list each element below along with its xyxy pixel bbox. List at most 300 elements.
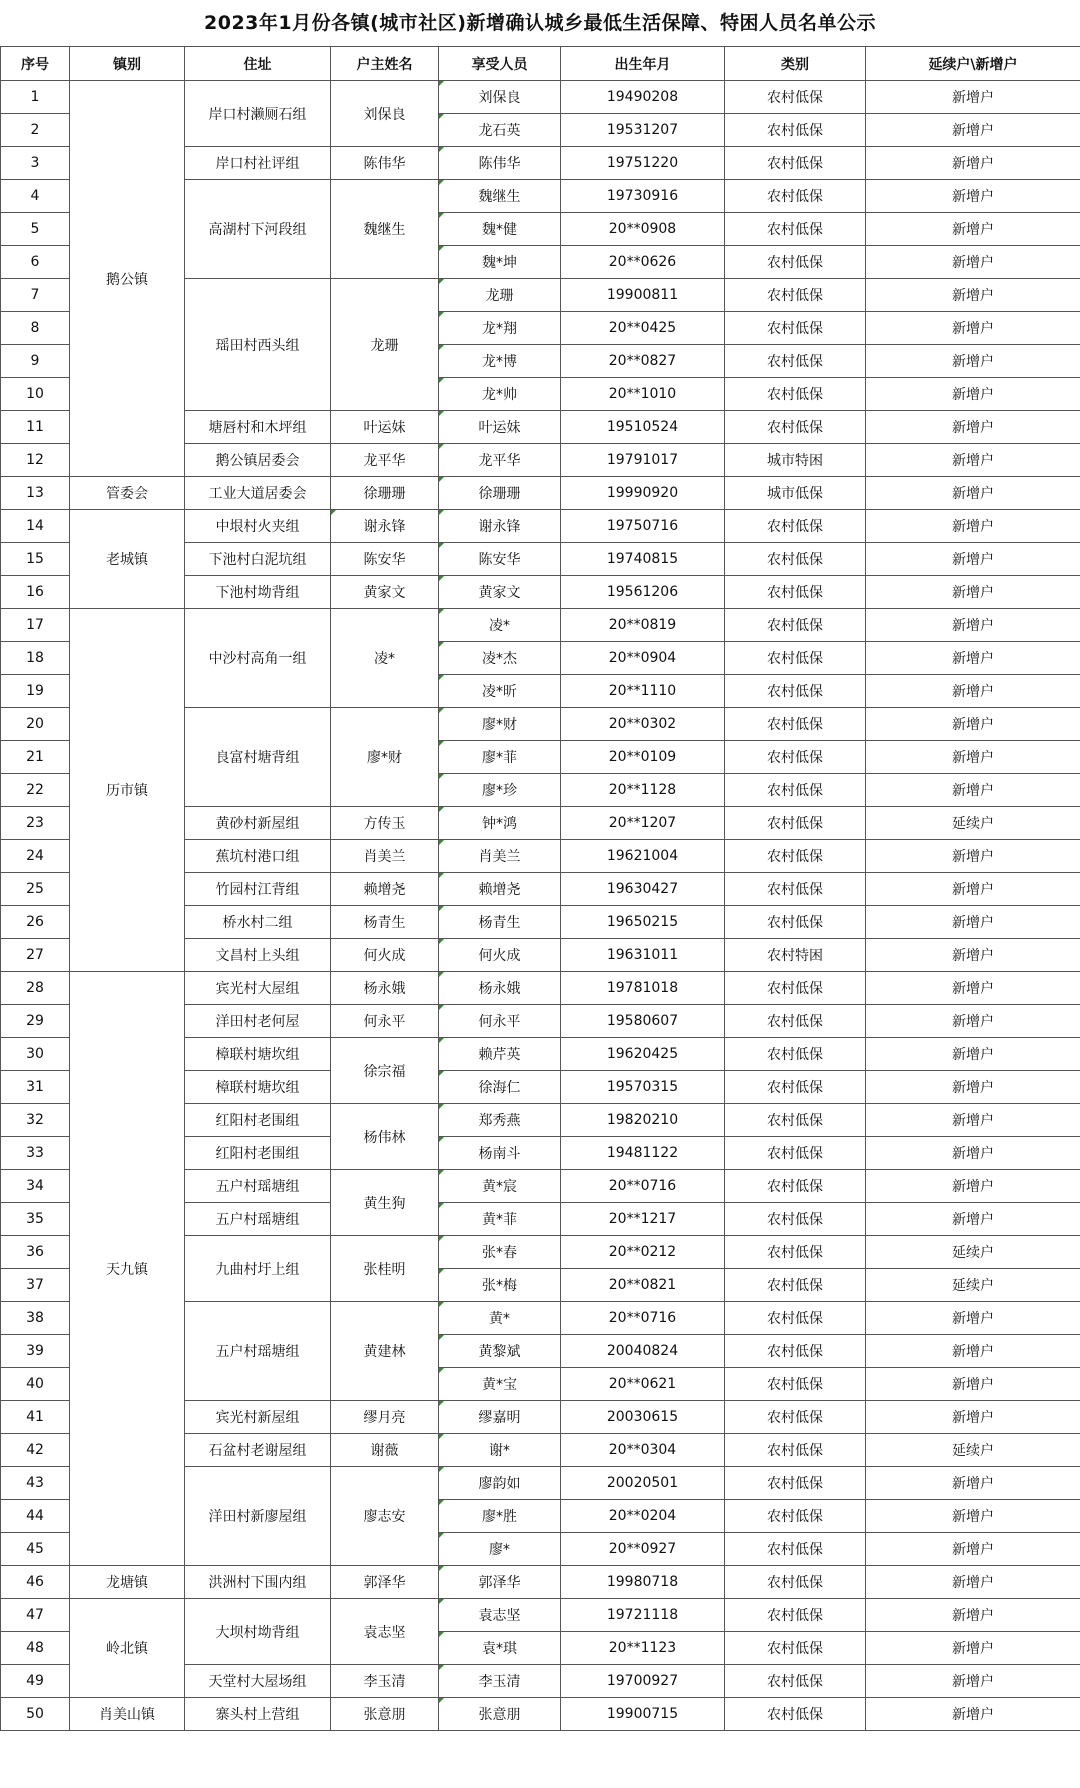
household-type-cell: 新增户 (866, 1599, 1080, 1632)
household-type-cell: 新增户 (866, 1071, 1080, 1104)
address-cell: 瑶田村西头组 (185, 279, 331, 411)
birth-date-cell: 19630427 (561, 873, 725, 906)
beneficiary-cell: 缪嘉明 (439, 1401, 561, 1434)
col-header-householder: 户主姓名 (331, 47, 439, 81)
category-cell: 农村低保 (725, 708, 866, 741)
row-number-cell: 50 (1, 1698, 70, 1731)
birth-date-cell: 20**0304 (561, 1434, 725, 1467)
household-type-cell: 新增户 (866, 1533, 1080, 1566)
address-cell: 鹅公镇居委会 (185, 444, 331, 477)
row-number-cell: 6 (1, 246, 70, 279)
col-header-town: 镇别 (70, 47, 185, 81)
row-number-cell: 23 (1, 807, 70, 840)
town-cell: 历市镇 (70, 609, 185, 972)
row-number-cell: 38 (1, 1302, 70, 1335)
householder-cell: 黄生狗 (331, 1170, 439, 1236)
household-type-cell: 新增户 (866, 1698, 1080, 1731)
beneficiary-cell: 廖*珍 (439, 774, 561, 807)
beneficiary-cell: 徐珊珊 (439, 477, 561, 510)
row-number-cell: 31 (1, 1071, 70, 1104)
beneficiary-cell: 谢* (439, 1434, 561, 1467)
household-type-cell: 新增户 (866, 378, 1080, 411)
col-header-household-type: 延续户\新增户 (866, 47, 1080, 81)
address-cell: 桥水村二组 (185, 906, 331, 939)
household-type-cell: 新增户 (866, 213, 1080, 246)
beneficiary-cell: 陈安华 (439, 543, 561, 576)
row-number-cell: 25 (1, 873, 70, 906)
row-number-cell: 37 (1, 1269, 70, 1302)
householder-cell: 方传玉 (331, 807, 439, 840)
address-cell: 洋田村老何屋 (185, 1005, 331, 1038)
row-number-cell: 19 (1, 675, 70, 708)
household-type-cell: 新增户 (866, 1368, 1080, 1401)
household-type-cell: 新增户 (866, 1566, 1080, 1599)
address-cell: 宾光村新屋组 (185, 1401, 331, 1434)
beneficiary-cell: 李玉清 (439, 1665, 561, 1698)
household-type-cell: 延续户 (866, 1236, 1080, 1269)
householder-cell: 张意朋 (331, 1698, 439, 1731)
householder-cell: 廖志安 (331, 1467, 439, 1566)
row-number-cell: 32 (1, 1104, 70, 1137)
category-cell: 农村低保 (725, 1071, 866, 1104)
address-cell: 樟联村塘坎组 (185, 1071, 331, 1104)
household-type-cell: 新增户 (866, 576, 1080, 609)
row-number-cell: 1 (1, 81, 70, 114)
row-number-cell: 13 (1, 477, 70, 510)
birth-date-cell: 20**0626 (561, 246, 725, 279)
birth-date-cell: 19621004 (561, 840, 725, 873)
category-cell: 农村低保 (725, 81, 866, 114)
birth-date-cell: 20020501 (561, 1467, 725, 1500)
beneficiary-cell: 谢永锋 (439, 510, 561, 543)
row-number-cell: 15 (1, 543, 70, 576)
beneficiary-cell: 张*春 (439, 1236, 561, 1269)
row-number-cell: 9 (1, 345, 70, 378)
householder-cell: 李玉清 (331, 1665, 439, 1698)
birth-date-cell: 19900811 (561, 279, 725, 312)
row-number-cell: 33 (1, 1137, 70, 1170)
table-row (1, 1566, 1080, 1599)
row-number-cell: 39 (1, 1335, 70, 1368)
town-cell: 老城镇 (70, 510, 185, 609)
birth-date-cell: 20**1123 (561, 1632, 725, 1665)
address-cell: 洋田村新廖屋组 (185, 1467, 331, 1566)
category-cell: 农村低保 (725, 345, 866, 378)
birth-date-cell: 19561206 (561, 576, 725, 609)
address-cell: 中沙村高角一组 (185, 609, 331, 708)
category-cell: 农村低保 (725, 1137, 866, 1170)
address-cell: 塘唇村和木坪组 (185, 411, 331, 444)
row-number-cell: 30 (1, 1038, 70, 1071)
birth-date-cell: 20**0827 (561, 345, 725, 378)
beneficiary-cell: 廖*菲 (439, 741, 561, 774)
birth-date-cell: 20**1217 (561, 1203, 725, 1236)
address-cell: 红阳村老围组 (185, 1104, 331, 1137)
category-cell: 农村低保 (725, 543, 866, 576)
beneficiary-cell: 黄家文 (439, 576, 561, 609)
beneficiary-cell: 袁*琪 (439, 1632, 561, 1665)
birth-date-cell: 19820210 (561, 1104, 725, 1137)
beneficiary-cell: 叶运妹 (439, 411, 561, 444)
address-cell: 石盆村老谢屋组 (185, 1434, 331, 1467)
householder-cell: 肖美兰 (331, 840, 439, 873)
row-number-cell: 41 (1, 1401, 70, 1434)
beneficiary-cell: 黄*宝 (439, 1368, 561, 1401)
table-row (1, 1599, 1080, 1632)
beneficiary-cell: 黄黎斌 (439, 1335, 561, 1368)
category-cell: 农村低保 (725, 1698, 866, 1731)
address-cell: 蕉坑村港口组 (185, 840, 331, 873)
household-type-cell: 新增户 (866, 1137, 1080, 1170)
row-number-cell: 48 (1, 1632, 70, 1665)
row-number-cell: 11 (1, 411, 70, 444)
beneficiary-cell: 郑秀燕 (439, 1104, 561, 1137)
birth-date-cell: 19580607 (561, 1005, 725, 1038)
category-cell: 农村低保 (725, 1467, 866, 1500)
beneficiary-cell: 杨永娥 (439, 972, 561, 1005)
beneficiary-cell: 黄*宸 (439, 1170, 561, 1203)
birth-date-cell: 20**0212 (561, 1236, 725, 1269)
birth-date-cell: 20**0425 (561, 312, 725, 345)
row-number-cell: 44 (1, 1500, 70, 1533)
beneficiary-cell: 魏继生 (439, 180, 561, 213)
birth-date-cell: 20030615 (561, 1401, 725, 1434)
householder-cell: 赖增尧 (331, 873, 439, 906)
birth-date-cell: 19570315 (561, 1071, 725, 1104)
householder-cell: 杨青生 (331, 906, 439, 939)
birth-date-cell: 19781018 (561, 972, 725, 1005)
householder-cell: 徐珊珊 (331, 477, 439, 510)
household-type-cell: 新增户 (866, 312, 1080, 345)
category-cell: 农村低保 (725, 279, 866, 312)
householder-cell: 袁志坚 (331, 1599, 439, 1665)
birth-date-cell: 20**0908 (561, 213, 725, 246)
row-number-cell: 45 (1, 1533, 70, 1566)
beneficiary-cell: 赖增尧 (439, 873, 561, 906)
category-cell: 农村低保 (725, 642, 866, 675)
birth-date-cell: 19620425 (561, 1038, 725, 1071)
row-number-cell: 8 (1, 312, 70, 345)
beneficiary-cell: 凌*昕 (439, 675, 561, 708)
birth-date-cell: 20**0621 (561, 1368, 725, 1401)
table-row (1, 477, 1080, 510)
category-cell: 农村低保 (725, 1566, 866, 1599)
beneficiary-cell: 钟*鸿 (439, 807, 561, 840)
address-cell: 九曲村圩上组 (185, 1236, 331, 1302)
row-number-cell: 20 (1, 708, 70, 741)
beneficiary-cell: 郭泽华 (439, 1566, 561, 1599)
householder-cell: 魏继生 (331, 180, 439, 279)
household-type-cell: 新增户 (866, 972, 1080, 1005)
category-cell: 农村低保 (725, 774, 866, 807)
household-type-cell: 新增户 (866, 1038, 1080, 1071)
beneficiary-cell: 赖芹英 (439, 1038, 561, 1071)
householder-cell: 龙平华 (331, 444, 439, 477)
category-cell: 农村低保 (725, 1368, 866, 1401)
householder-cell: 陈伟华 (331, 147, 439, 180)
household-type-cell: 新增户 (866, 1500, 1080, 1533)
address-cell: 下池村白泥坑组 (185, 543, 331, 576)
category-cell: 农村低保 (725, 180, 866, 213)
table-row (1, 510, 1080, 543)
householder-cell: 徐宗福 (331, 1038, 439, 1104)
householder-cell: 刘保良 (331, 81, 439, 147)
address-cell: 樟联村塘坎组 (185, 1038, 331, 1071)
birth-date-cell: 19990920 (561, 477, 725, 510)
table-row (1, 81, 1080, 114)
household-type-cell: 新增户 (866, 1665, 1080, 1698)
beneficiary-cell: 魏*健 (439, 213, 561, 246)
category-cell: 农村低保 (725, 510, 866, 543)
birth-date-cell: 19510524 (561, 411, 725, 444)
row-number-cell: 34 (1, 1170, 70, 1203)
birth-date-cell: 19490208 (561, 81, 725, 114)
beneficiary-cell: 龙平华 (439, 444, 561, 477)
category-cell: 农村低保 (725, 114, 866, 147)
row-number-cell: 16 (1, 576, 70, 609)
category-cell: 农村低保 (725, 840, 866, 873)
category-cell: 农村低保 (725, 1203, 866, 1236)
assistance-list-table (0, 46, 1080, 1731)
row-number-cell: 17 (1, 609, 70, 642)
beneficiary-cell: 黄*菲 (439, 1203, 561, 1236)
household-type-cell: 新增户 (866, 1632, 1080, 1665)
row-number-cell: 29 (1, 1005, 70, 1038)
beneficiary-cell: 张*梅 (439, 1269, 561, 1302)
category-cell: 农村低保 (725, 1599, 866, 1632)
category-cell: 农村低保 (725, 1302, 866, 1335)
birth-date-cell: 19740815 (561, 543, 725, 576)
category-cell: 农村低保 (725, 972, 866, 1005)
beneficiary-cell: 徐海仁 (439, 1071, 561, 1104)
household-type-cell: 新增户 (866, 1401, 1080, 1434)
row-number-cell: 26 (1, 906, 70, 939)
row-number-cell: 22 (1, 774, 70, 807)
household-type-cell: 新增户 (866, 1203, 1080, 1236)
address-cell: 大坝村坳背组 (185, 1599, 331, 1665)
category-cell: 农村低保 (725, 213, 866, 246)
household-type-cell: 新增户 (866, 1005, 1080, 1038)
household-type-cell: 新增户 (866, 246, 1080, 279)
household-type-cell: 延续户 (866, 1434, 1080, 1467)
householder-cell: 黄建林 (331, 1302, 439, 1401)
beneficiary-cell: 龙*帅 (439, 378, 561, 411)
household-type-cell: 新增户 (866, 345, 1080, 378)
beneficiary-cell: 龙*博 (439, 345, 561, 378)
address-cell: 下池村坳背组 (185, 576, 331, 609)
householder-cell: 杨永娥 (331, 972, 439, 1005)
category-cell: 农村低保 (725, 1665, 866, 1698)
row-number-cell: 49 (1, 1665, 70, 1698)
birth-date-cell: 19730916 (561, 180, 725, 213)
category-cell: 农村低保 (725, 411, 866, 444)
row-number-cell: 35 (1, 1203, 70, 1236)
row-number-cell: 21 (1, 741, 70, 774)
householder-cell: 龙珊 (331, 279, 439, 411)
birth-date-cell: 20**0204 (561, 1500, 725, 1533)
row-number-cell: 28 (1, 972, 70, 1005)
col-header-no: 序号 (1, 47, 70, 81)
householder-cell: 凌* (331, 609, 439, 708)
category-cell: 城市特困 (725, 444, 866, 477)
category-cell: 农村低保 (725, 1335, 866, 1368)
beneficiary-cell: 凌* (439, 609, 561, 642)
address-cell: 岸口村社评组 (185, 147, 331, 180)
beneficiary-cell: 何火成 (439, 939, 561, 972)
row-number-cell: 10 (1, 378, 70, 411)
category-cell: 农村低保 (725, 807, 866, 840)
householder-cell: 廖*财 (331, 708, 439, 807)
birth-date-cell: 19650215 (561, 906, 725, 939)
category-cell: 农村低保 (725, 576, 866, 609)
household-type-cell: 新增户 (866, 741, 1080, 774)
beneficiary-cell: 龙珊 (439, 279, 561, 312)
household-type-cell: 新增户 (866, 510, 1080, 543)
row-number-cell: 7 (1, 279, 70, 312)
beneficiary-cell: 陈伟华 (439, 147, 561, 180)
table-row (1, 609, 1080, 642)
row-number-cell: 46 (1, 1566, 70, 1599)
row-number-cell: 2 (1, 114, 70, 147)
category-cell: 农村低保 (725, 741, 866, 774)
household-type-cell: 新增户 (866, 147, 1080, 180)
household-type-cell: 新增户 (866, 1467, 1080, 1500)
birth-date-cell: 20**0716 (561, 1302, 725, 1335)
address-cell: 寨头村上营组 (185, 1698, 331, 1731)
householder-cell: 叶运妹 (331, 411, 439, 444)
row-number-cell: 24 (1, 840, 70, 873)
town-cell: 龙塘镇 (70, 1566, 185, 1599)
address-cell: 黄砂村新屋组 (185, 807, 331, 840)
beneficiary-cell: 杨青生 (439, 906, 561, 939)
address-cell: 良富村塘背组 (185, 708, 331, 807)
birth-date-cell: 20**1110 (561, 675, 725, 708)
beneficiary-cell: 凌*杰 (439, 642, 561, 675)
birth-date-cell: 20**0716 (561, 1170, 725, 1203)
birth-date-cell: 19700927 (561, 1665, 725, 1698)
row-number-cell: 36 (1, 1236, 70, 1269)
beneficiary-cell: 肖美兰 (439, 840, 561, 873)
household-type-cell: 新增户 (866, 609, 1080, 642)
col-header-birth: 出生年月 (561, 47, 725, 81)
category-cell: 农村低保 (725, 1533, 866, 1566)
birth-date-cell: 20**0109 (561, 741, 725, 774)
birth-date-cell: 19900715 (561, 1698, 725, 1731)
household-type-cell: 新增户 (866, 444, 1080, 477)
category-cell: 农村低保 (725, 1632, 866, 1665)
household-type-cell: 新增户 (866, 477, 1080, 510)
household-type-cell: 新增户 (866, 939, 1080, 972)
birth-date-cell: 19791017 (561, 444, 725, 477)
beneficiary-cell: 廖*财 (439, 708, 561, 741)
category-cell: 农村低保 (725, 873, 866, 906)
beneficiary-cell: 廖*胜 (439, 1500, 561, 1533)
household-type-cell: 新增户 (866, 1170, 1080, 1203)
household-type-cell: 新增户 (866, 774, 1080, 807)
address-cell: 五户村瑶塘组 (185, 1203, 331, 1236)
birth-date-cell: 20**1207 (561, 807, 725, 840)
household-type-cell: 新增户 (866, 840, 1080, 873)
address-cell: 五户村瑶塘组 (185, 1302, 331, 1401)
town-cell: 岭北镇 (70, 1599, 185, 1698)
category-cell: 农村低保 (725, 1005, 866, 1038)
table-header-row (1, 47, 1080, 81)
householder-cell: 谢永锋 (331, 510, 439, 543)
birth-date-cell: 20**0821 (561, 1269, 725, 1302)
householder-cell: 何永平 (331, 1005, 439, 1038)
beneficiary-cell: 廖* (439, 1533, 561, 1566)
beneficiary-cell: 龙石英 (439, 114, 561, 147)
page-title: 2023年1月份各镇(城市社区)新增确认城乡最低生活保障、特困人员名单公示 (204, 12, 876, 34)
address-cell: 中垠村火夹组 (185, 510, 331, 543)
category-cell: 农村低保 (725, 246, 866, 279)
birth-date-cell: 20**1010 (561, 378, 725, 411)
birth-date-cell: 19631011 (561, 939, 725, 972)
category-cell: 农村特困 (725, 939, 866, 972)
row-number-cell: 27 (1, 939, 70, 972)
category-cell: 农村低保 (725, 312, 866, 345)
address-cell: 高湖村下河段组 (185, 180, 331, 279)
address-cell: 文昌村上头组 (185, 939, 331, 972)
row-number-cell: 4 (1, 180, 70, 213)
table-row (1, 972, 1080, 1005)
row-number-cell: 5 (1, 213, 70, 246)
category-cell: 农村低保 (725, 1434, 866, 1467)
category-cell: 农村低保 (725, 906, 866, 939)
address-cell: 天堂村大屋场组 (185, 1665, 331, 1698)
address-cell: 红阳村老围组 (185, 1137, 331, 1170)
beneficiary-cell: 刘保良 (439, 81, 561, 114)
household-type-cell: 新增户 (866, 81, 1080, 114)
household-type-cell: 新增户 (866, 180, 1080, 213)
col-header-address: 住址 (185, 47, 331, 81)
birth-date-cell: 20**0819 (561, 609, 725, 642)
category-cell: 城市低保 (725, 477, 866, 510)
category-cell: 农村低保 (725, 378, 866, 411)
birth-date-cell: 19721118 (561, 1599, 725, 1632)
household-type-cell: 新增户 (866, 279, 1080, 312)
category-cell: 农村低保 (725, 1236, 866, 1269)
address-cell: 岸口村濑厕石组 (185, 81, 331, 147)
category-cell: 农村低保 (725, 1170, 866, 1203)
birth-date-cell: 19751220 (561, 147, 725, 180)
category-cell: 农村低保 (725, 147, 866, 180)
table-body (1, 81, 1080, 1731)
beneficiary-cell: 廖韵如 (439, 1467, 561, 1500)
row-number-cell: 3 (1, 147, 70, 180)
householder-cell: 郭泽华 (331, 1566, 439, 1599)
birth-date-cell: 19531207 (561, 114, 725, 147)
birth-date-cell: 19980718 (561, 1566, 725, 1599)
household-type-cell: 新增户 (866, 1104, 1080, 1137)
town-cell: 管委会 (70, 477, 185, 510)
household-type-cell: 新增户 (866, 873, 1080, 906)
householder-cell: 张桂明 (331, 1236, 439, 1302)
row-number-cell: 18 (1, 642, 70, 675)
category-cell: 农村低保 (725, 1038, 866, 1071)
category-cell: 农村低保 (725, 1104, 866, 1137)
householder-cell: 缪月亮 (331, 1401, 439, 1434)
table-row (1, 1698, 1080, 1731)
householder-cell: 杨伟林 (331, 1104, 439, 1170)
category-cell: 农村低保 (725, 609, 866, 642)
birth-date-cell: 20040824 (561, 1335, 725, 1368)
birth-date-cell: 20**0302 (561, 708, 725, 741)
household-type-cell: 新增户 (866, 1335, 1080, 1368)
householder-cell: 谢薇 (331, 1434, 439, 1467)
row-number-cell: 47 (1, 1599, 70, 1632)
birth-date-cell: 20**1128 (561, 774, 725, 807)
